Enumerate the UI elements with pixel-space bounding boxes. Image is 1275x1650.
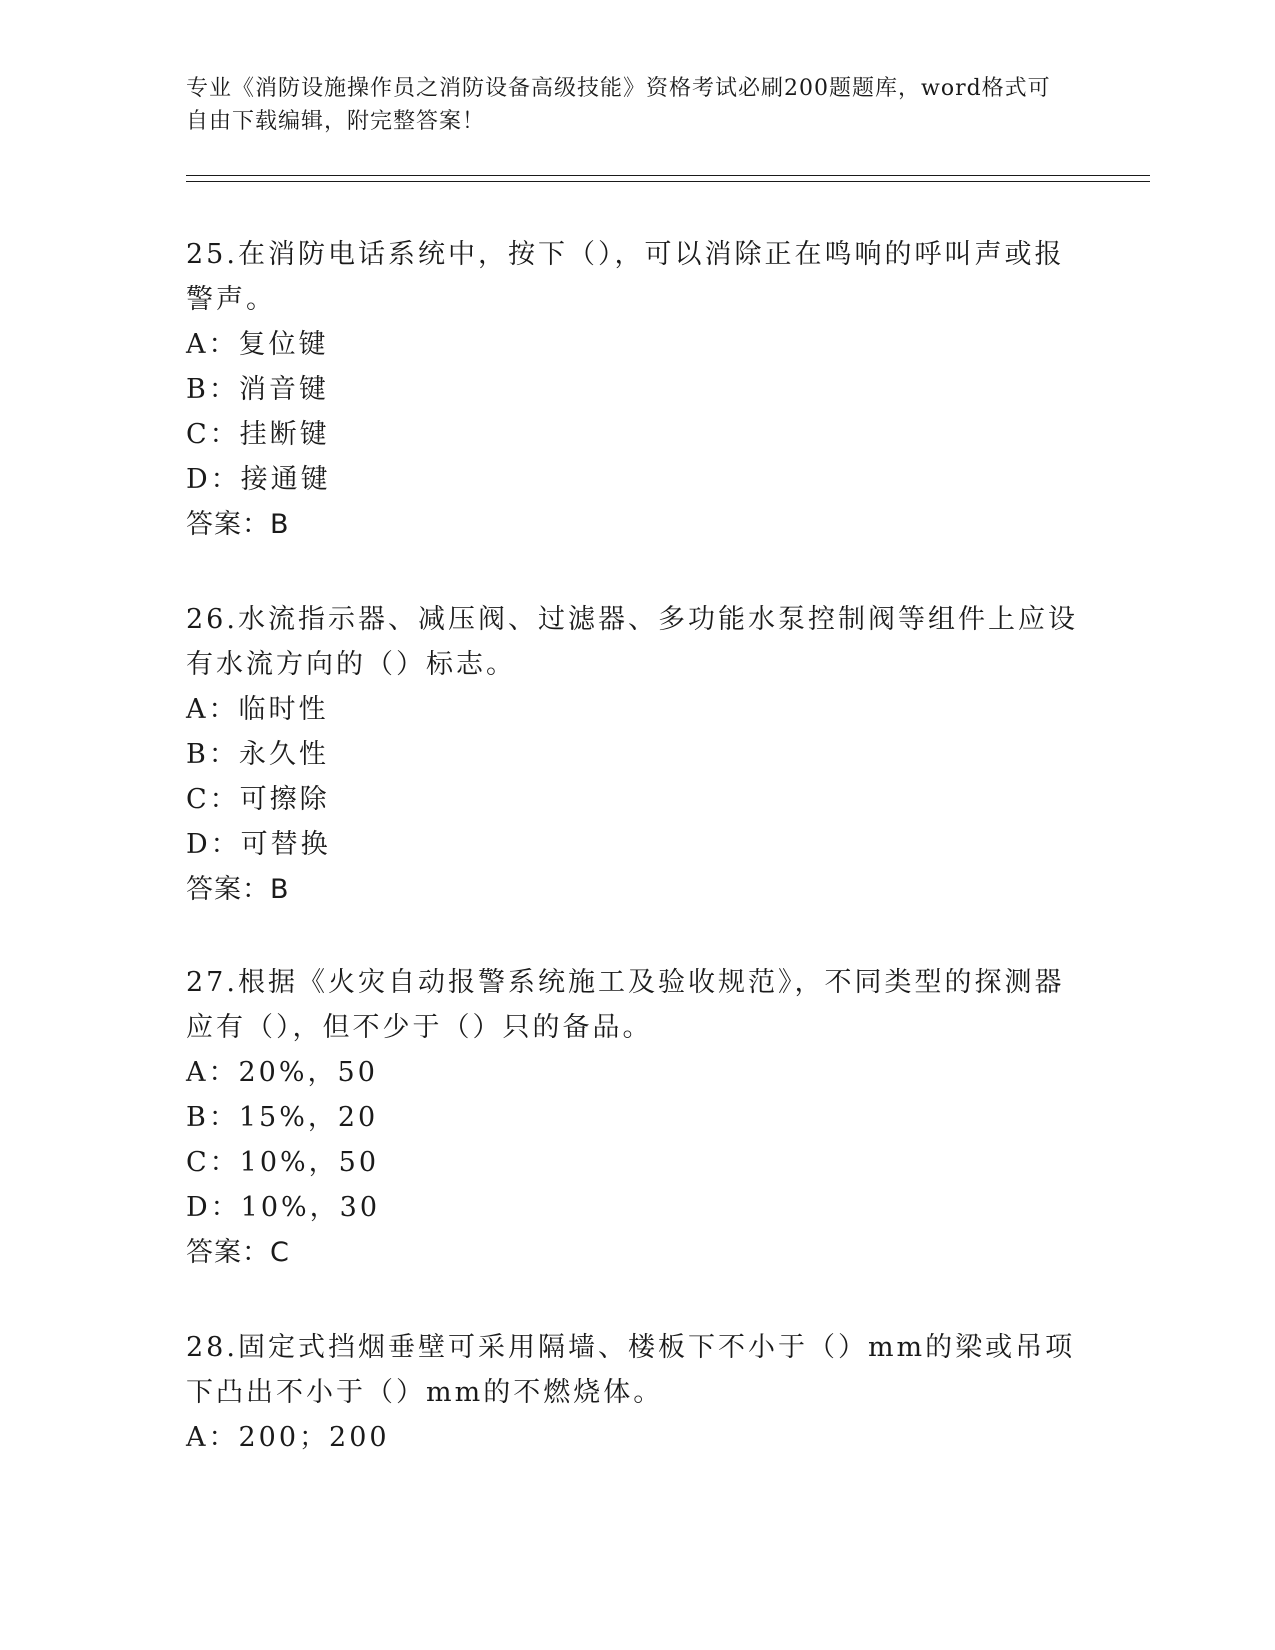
document-header: 专业《消防设施操作员之消防设备高级技能》资格考试必刷200题题库，word格式可自由下载编辑，附完整答案！: [186, 76, 1051, 134]
answer: 答案：C: [186, 1237, 290, 1268]
option-c: C：可擦除: [186, 784, 330, 815]
question-25: [186, 232, 1086, 548]
option-a: A：200；200: [186, 1422, 390, 1453]
option-d: D：可替换: [186, 829, 331, 860]
answer: 答案：B: [186, 509, 290, 540]
option-d: D：10%，30: [186, 1192, 381, 1223]
option-a: A：临时性: [186, 694, 329, 725]
option-a: A：复位键: [186, 329, 329, 360]
option-c: C：挂断键: [186, 419, 330, 450]
question-27: [186, 960, 1086, 1276]
option-d: D：接通键: [186, 464, 331, 495]
question-stem: 27.根据《火灾自动报警系统施工及验收规范》，不同类型的探测器应有（），但不少于（）只的备品。: [186, 967, 1065, 1043]
option-b: B：消音键: [186, 374, 329, 405]
answer: 答案：B: [186, 874, 290, 905]
option-b: B：永久性: [186, 739, 329, 770]
option-b: B：15%，20: [186, 1102, 379, 1133]
question-stem: 26.水流指示器、减压阀、过滤器、多功能水泵控制阀等组件上应设有水流方向的（）标志。: [186, 604, 1078, 680]
question-28: [186, 1325, 1086, 1460]
header-rule-top: [186, 175, 1150, 176]
option-c: C：10%，50: [186, 1147, 380, 1178]
question-26: [186, 597, 1086, 913]
question-stem: 28.固定式挡烟垂壁可采用隔墙、楼板下不小于（）mm的梁或吊项下凸出不小于（）mm的不燃烧体。: [186, 1332, 1076, 1408]
header-rule-bottom: [186, 181, 1150, 182]
option-a: A：20%，50: [186, 1057, 378, 1088]
question-stem: 25.在消防电话系统中，按下（），可以消除正在鸣响的呼叫声或报警声。: [186, 239, 1065, 315]
